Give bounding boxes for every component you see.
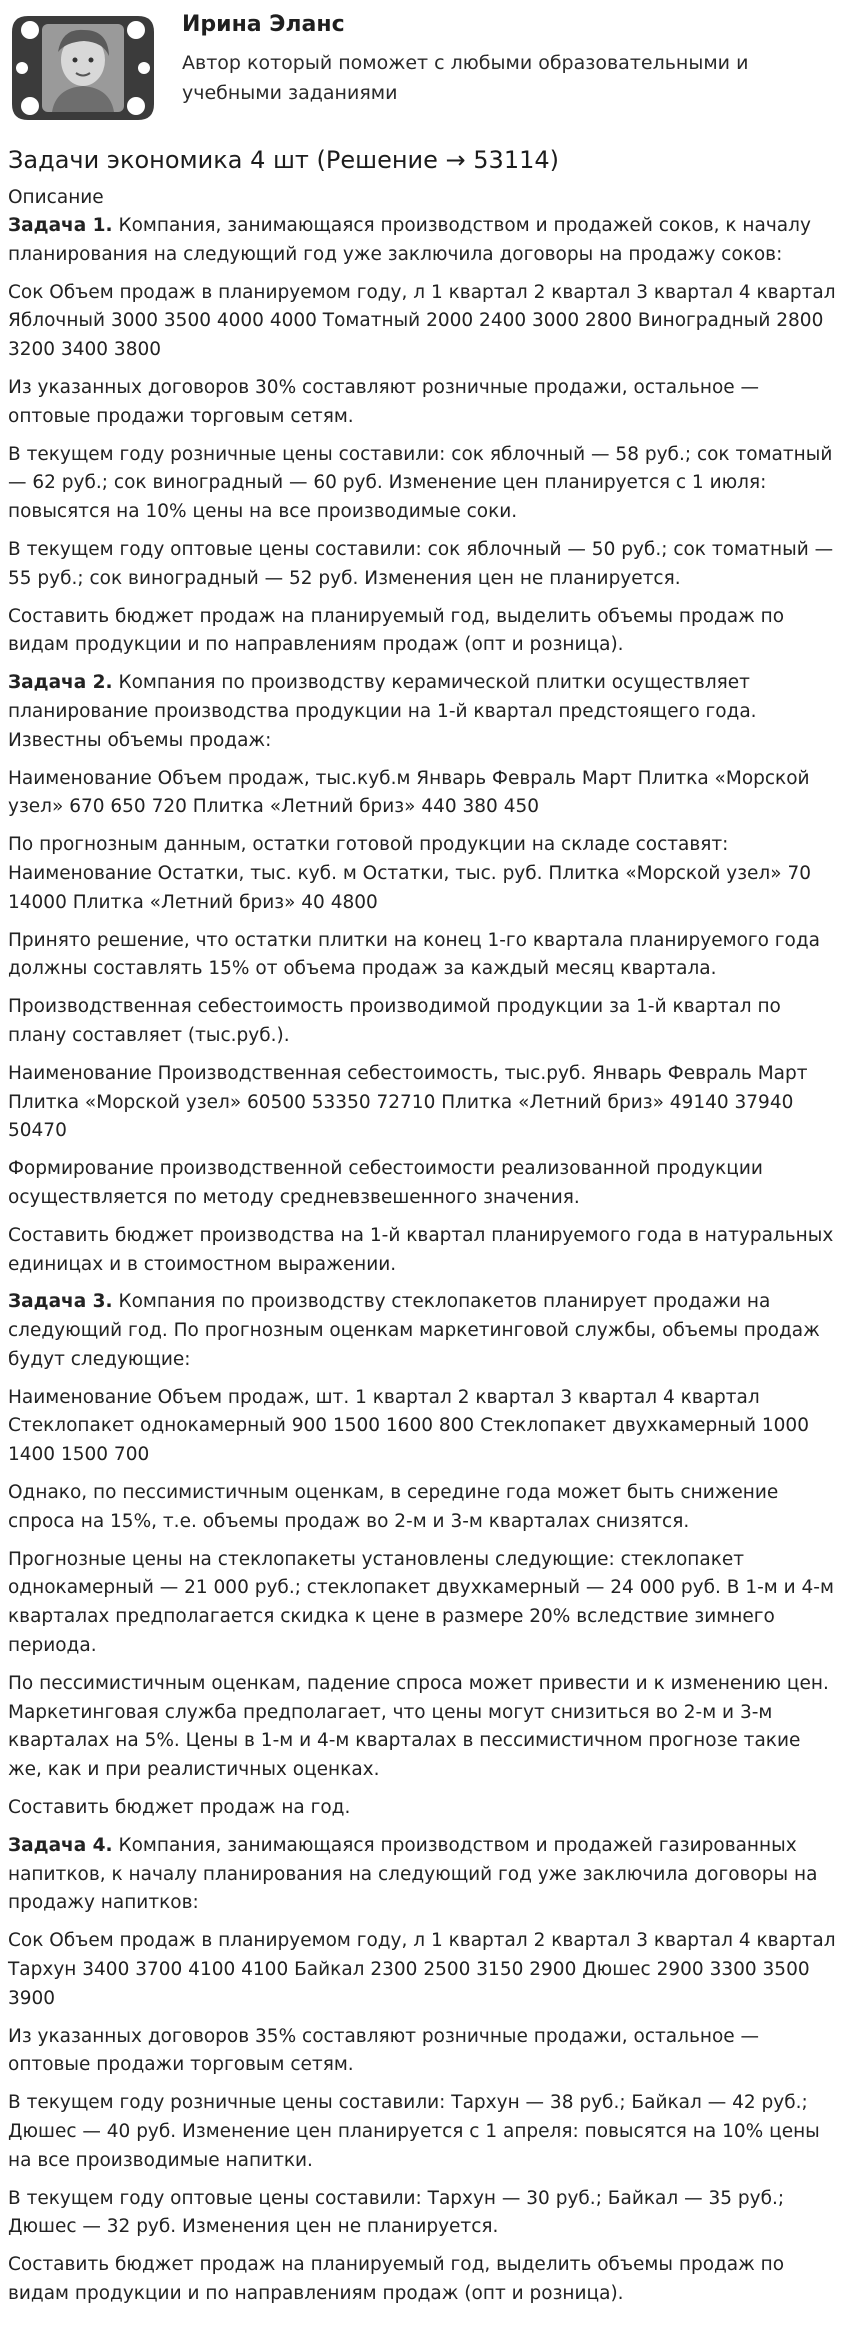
task-2-paragraph: Принято решение, что остатки плитки на конец 1-го квартала планируемого года должны составлять 15% от объема продаж за каждый месяц квартала. — [8, 929, 820, 980]
task-1-intro: Задача 1. Компания, занимающаяся производством и продажей соков, к началу планирования на следующий год уже заключила договоры на продажу соков: — [8, 215, 811, 265]
film-reel-avatar-icon — [8, 8, 158, 128]
task-3-intro: Задача 3. Компания по производству стеклопакетов планирует продажи на следующий год. По прогнозным оценкам маркетинговой службы, объемы продаж будут следующие: — [8, 1291, 820, 1370]
description-label: Описание — [8, 187, 104, 208]
author-card — [0, 0, 847, 130]
task-1-paragraph: Составить бюджет продаж на планируемый год, выделить объемы продаж по видам продукции и по направлениям продаж (опт и розница). — [8, 605, 785, 656]
task-4-paragraph: Составить бюджет продаж на планируемый год, выделить объемы продаж по видам продукции и по направлениям продаж (опт и розница). — [8, 2254, 785, 2304]
task-2-paragraph: Составить бюджет производства на 1-й квартал планируемого года в натуральных единицах и в стоимостном выражении. — [8, 1224, 834, 1275]
task-4-label: Задача 4. — [8, 1834, 113, 1856]
task-2-paragraph: Формирование производственной себестоимости реализованной продукции осуществляется по методу средневзвешенного значения. — [8, 1158, 763, 1208]
task-3-paragraph: Прогнозные цены на стеклопакеты установлены следующие: стеклопакет однокамерный — 21 000 руб.; стеклопакет двухкамерный — 24 000 руб. В 1-м и 4-м кварталах предполагается скидка к цене в размере 20% вследствие зимнего периода. — [8, 1548, 834, 1657]
task-3-paragraph: Составить бюджет продаж на год. — [8, 1797, 351, 1819]
task-4-intro: Задача 4. Компания, занимающаяся производством и продажей газированных напитков, к началу планирования на следующий год уже заключила договоры на продажу напитков: — [8, 1834, 818, 1914]
task-2-paragraph: По прогнозным данным, остатки готовой продукции на складе составят: Наименование Остатки, тыс. куб. м Остатки, тыс. руб. Плитка «Морской узел» 70 14000 Плитка «Летний бриз» 40 4800 — [8, 834, 811, 913]
task-3-paragraph: Наименование Объем продаж, шт. 1 квартал 2 квартал 3 квартал 4 квартал Стеклопакет однокамерный 900 1500 1600 800 Стеклопакет двухкамерный 1000 1400 1500 700 — [8, 1386, 809, 1466]
task-1-label: Задача 1. — [8, 215, 113, 236]
task-3-paragraph: Однако, по пессимистичным оценкам, в середине года может быть снижение спроса на 15%, т.е. объемы продаж во 2-м и 3-м кварталах снизятся. — [8, 1482, 779, 1532]
main-content — [0, 144, 847, 2309]
task-3-paragraph: По пессимистичным оценкам, падение спроса может привести и к изменению цен. Маркетинговая служба предполагает, что цены могут снизиться во 2-м и 3-м кварталах на 5%. Цены в 1-м и 4-м кварталах в пессимистичном прогнозе такие же, как и при реалистичных оценках. — [8, 1672, 829, 1781]
author-description: Автор который поможет с любыми образовательными и учебными заданиями — [182, 52, 749, 104]
page-title: Задачи экономика 4 шт (Решение → 53114) — [8, 146, 559, 174]
task-4-paragraph: Из указанных договоров 35% составляют розничные продажи, остальное — оптовые продажи торговым сетям. — [8, 2025, 760, 2076]
avatar[interactable] — [8, 8, 158, 128]
task-2-intro: Задача 2. Компания по производству керамической плитки осуществляет планирование производства продукции на 1-й квартал предстоящего года. Известны объемы продаж: — [8, 672, 757, 751]
task-4-paragraph: В текущем году розничные цены составили: Тархун — 38 руб.; Байкал — 42 руб.; Дюшес — 40 руб. Изменение цен планируется с 1 апреля: повысятся на 10% цены на все производимые напитки. — [8, 2092, 820, 2171]
task-1-paragraph: Сок Объем продаж в планируемом году, л 1 квартал 2 квартал 3 квартал 4 квартал Яблочный 3000 3500 4000 4000 Томатный 2000 2400 3000 2800 Виноградный 2800 3200 3400 3800 — [8, 281, 836, 361]
task-2-paragraph: Наименование Производственная себестоимость, тыс.руб. Январь Февраль Март Плитка «Морской узел» 60500 53350 72710 Плитка «Летний бриз» 49140 37940 50470 — [8, 1062, 808, 1142]
task-1-paragraph: Из указанных договоров 30% составляют розничные продажи, остальное — оптовые продажи торговым сетям. — [8, 376, 760, 427]
task-1-paragraph: В текущем году розничные цены составили: сок яблочный — 58 руб.; сок томатный — 62 руб.; сок виноградный — 60 руб. Изменение цен планируется с 1 июля: повысятся на 10% цены на все производимые соки. — [8, 443, 833, 523]
author-name[interactable]: Ирина Эланс — [182, 12, 345, 37]
task-2-label: Задача 2. — [8, 672, 113, 694]
task-2-paragraph: Производственная себестоимость производимой продукции за 1-й квартал по плану составляет (тыс.руб.). — [8, 996, 781, 1046]
task-4-paragraph: Сок Объем продаж в планируемом году, л 1 квартал 2 квартал 3 квартал 4 квартал Тархун 3400 3700 4100 4100 Байкал 2300 2500 3150 2900 Дюшес 2900 3300 3500 3900 — [8, 1930, 836, 2009]
task-2-paragraph: Наименование Объем продаж, тыс.куб.м Январь Февраль Март Плитка «Морской узел» 670 650 720 Плитка «Летний бриз» 440 380 450 — [8, 767, 810, 818]
task-1-paragraph: В текущем году оптовые цены составили: сок яблочный — 50 руб.; сок томатный — 55 руб.; сок виноградный — 52 руб. Изменения цен не планируется. — [8, 538, 834, 589]
task-4-paragraph: В текущем году оптовые цены составили: Тархун — 30 руб.; Байкал — 35 руб.; Дюшес — 32 руб. Изменения цен не планируется. — [8, 2187, 785, 2238]
task-3-label: Задача 3. — [8, 1291, 113, 1313]
